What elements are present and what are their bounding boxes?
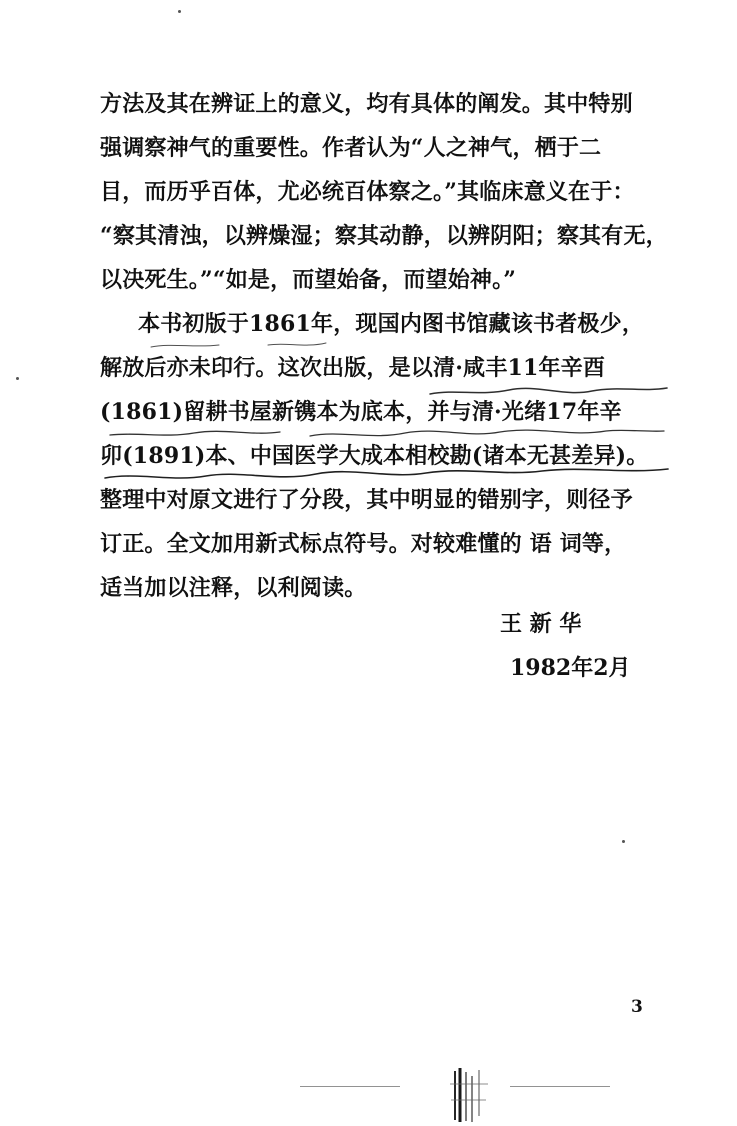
binding-stitch-mark: [300, 1066, 640, 1122]
text-line-11: 订正。全文加用新式标点符号。对较难懂的 语 词等，: [100, 531, 627, 557]
scan-speck: [16, 377, 19, 380]
text-line-8: (1861)留耕书屋新镌本为底本，并与清·光绪17年辛: [100, 399, 622, 425]
binding-line-right: [510, 1086, 610, 1087]
binding-line-left: [300, 1086, 400, 1087]
text-line-12: 适当加以注释，以利阅读。: [100, 575, 367, 601]
text-line-6: 本书初版于1861年，现国内图书馆藏该书者极少，: [138, 311, 645, 337]
scan-speck: [622, 840, 625, 843]
text-line-5: 以决死生。”“如是，而望始备，而望始神。”: [100, 267, 517, 293]
binding-edge-marks: [300, 1066, 640, 1122]
page-number: 3: [631, 997, 643, 1017]
scan-speck: [178, 10, 181, 13]
text-line-9: 卯(1891)本、中国医学大成本相校勘(诸本无甚差异)。: [100, 443, 649, 469]
author-signature: 王 新 华: [500, 611, 582, 637]
text-line-10: 整理中对原文进行了分段，其中明显的错别字，则径予: [100, 487, 633, 513]
text-line-7: 解放后亦未印行。这次出版，是以清·咸丰11年辛酉: [100, 355, 606, 381]
text-line-4: “察其清浊，以辨燥湿；察其动静，以辨阴阳；察其有无，: [100, 223, 668, 249]
text-line-2: 强调察神气的重要性。作者认为“人之神气，栖于二: [100, 135, 602, 161]
signature-date: 1982年2月: [510, 655, 631, 681]
text-line-3: 目，而历乎百体，尤必统百体察之。”其临床意义在于：: [100, 179, 635, 205]
text-line-1: 方法及其在辨证上的意义，均有具体的阐发。其中特别: [100, 91, 633, 117]
